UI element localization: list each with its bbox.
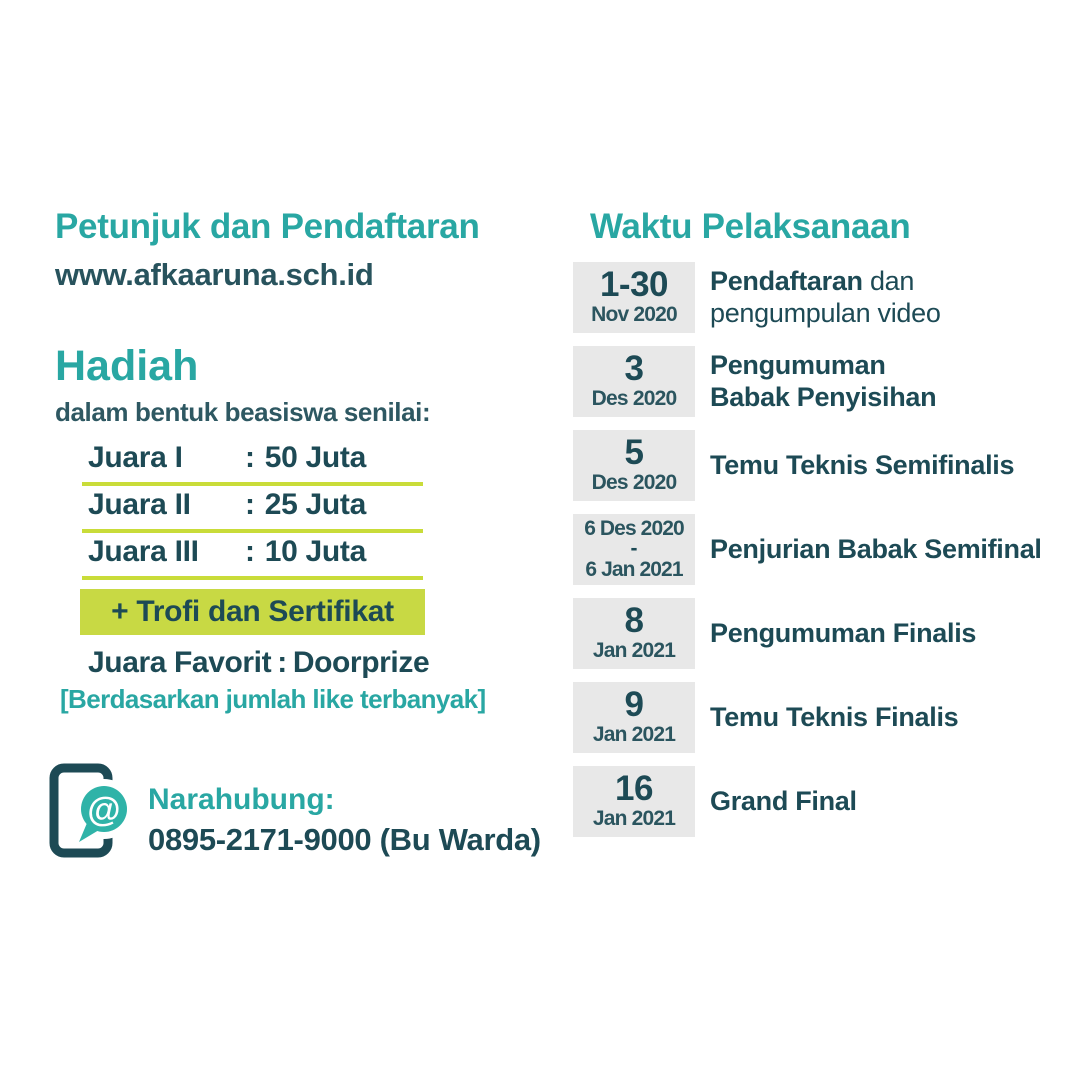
schedule-date-box: [573, 682, 695, 753]
prize-row: [82, 439, 423, 486]
schedule-date-line: Jan 2021: [592, 806, 676, 830]
schedule-date-box: [573, 430, 695, 501]
schedule-date-line: Jan 2021: [592, 638, 676, 662]
prizes-subtitle: dalam bentuk beasiswa senilai:: [55, 396, 431, 427]
bonus-highlight: + Trofi dan Sertifikat: [80, 589, 425, 635]
prize-value: 25 Juta: [264, 487, 366, 521]
schedule-date-line: -: [630, 537, 638, 561]
prize-row: [82, 486, 423, 533]
contact-text: [148, 783, 541, 858]
prize-separator: :: [245, 487, 255, 521]
prize-row: [82, 533, 423, 580]
schedule-description: [710, 617, 976, 649]
schedule-description: [710, 449, 1014, 481]
schedule-date-line: 9: [624, 685, 644, 725]
schedule-desc-line: Pengumuman Finalis: [710, 617, 977, 648]
schedule-date-box: [573, 262, 695, 333]
schedule-column: [573, 208, 1060, 850]
schedule-date-line: Des 2020: [591, 386, 677, 410]
schedule-date-box: [573, 346, 695, 417]
schedule-date-line: 1-30: [599, 265, 669, 305]
schedule-date-line: 6 Jan 2021: [585, 557, 683, 581]
schedule-desc-line: Temu Teknis Finalis: [710, 701, 959, 732]
schedule-desc-line: Temu Teknis Semifinalis: [710, 449, 1015, 480]
contact-phone-number: 0895-2171-9000 (Bu Warda): [148, 821, 541, 857]
schedule-row: [573, 430, 1060, 501]
prize-label: Juara I: [88, 440, 183, 474]
prize-label: Juara III: [88, 534, 199, 568]
schedule-row: [573, 346, 1060, 417]
contact-label: Narahubung:: [148, 782, 335, 816]
schedule-date-box: [573, 514, 695, 585]
schedule-date-line: Jan 2021: [592, 722, 676, 746]
registration-url: www.afkaaruna.sch.id: [55, 256, 374, 292]
info-column: [55, 208, 560, 859]
prize-separator: :: [245, 534, 255, 568]
schedule-desc-line: Penjurian Babak Semifinal: [710, 533, 1042, 564]
contact-block: [48, 763, 560, 859]
at-glyph: @: [87, 790, 121, 829]
schedule-desc-line: Babak Penyisihan: [710, 382, 937, 412]
favorite-value: Doorprize: [292, 645, 430, 679]
prize-separator: :: [245, 440, 255, 474]
schedule-date-box: [573, 598, 695, 669]
favorite-label: Juara Favorit: [88, 645, 272, 679]
favorite-separator: :: [277, 645, 287, 679]
schedule-row: [573, 766, 1060, 837]
schedule-desc-line: Pendaftaran dan: [710, 265, 915, 296]
favorite-prize-line: [88, 646, 560, 680]
schedule-description: [710, 265, 941, 330]
schedule-description: [710, 533, 1042, 565]
schedule-date-line: 6 Des 2020: [584, 516, 684, 540]
schedule-row: [573, 598, 1060, 669]
prize-value: 10 Juta: [264, 534, 366, 568]
prize-table: [82, 439, 423, 580]
schedule-date-line: 3: [624, 349, 644, 389]
prize-label: Juara II: [88, 487, 191, 521]
schedule-row: [573, 682, 1060, 753]
schedule-date-line: 8: [624, 601, 644, 641]
favorite-note: [Berdasarkan jumlah like terbanyak]: [60, 683, 486, 714]
phone-at-icon: [48, 763, 132, 859]
schedule-desc-line: Pengumuman: [710, 349, 886, 380]
schedule-description: [710, 349, 936, 414]
schedule-date-line: Nov 2020: [591, 302, 677, 326]
schedule-row: [573, 514, 1060, 585]
schedule-description: [710, 701, 958, 733]
schedule-desc-line: Grand Final: [710, 785, 857, 816]
prizes-title: Hadiah: [55, 341, 199, 390]
schedule-date-box: [573, 766, 695, 837]
schedule-date-line: 5: [624, 433, 644, 473]
schedule-list: [573, 262, 1060, 837]
schedule-desc-line: pengumpulan video: [710, 298, 941, 328]
schedule-row: [573, 262, 1060, 333]
prize-value: 50 Juta: [264, 440, 366, 474]
schedule-date-line: Des 2020: [591, 470, 677, 494]
schedule-date-line: 16: [615, 769, 653, 809]
registration-title: Petunjuk dan Pendaftaran: [55, 207, 480, 246]
schedule-title: Waktu Pelaksanaan: [590, 207, 911, 246]
schedule-description: [710, 785, 857, 817]
